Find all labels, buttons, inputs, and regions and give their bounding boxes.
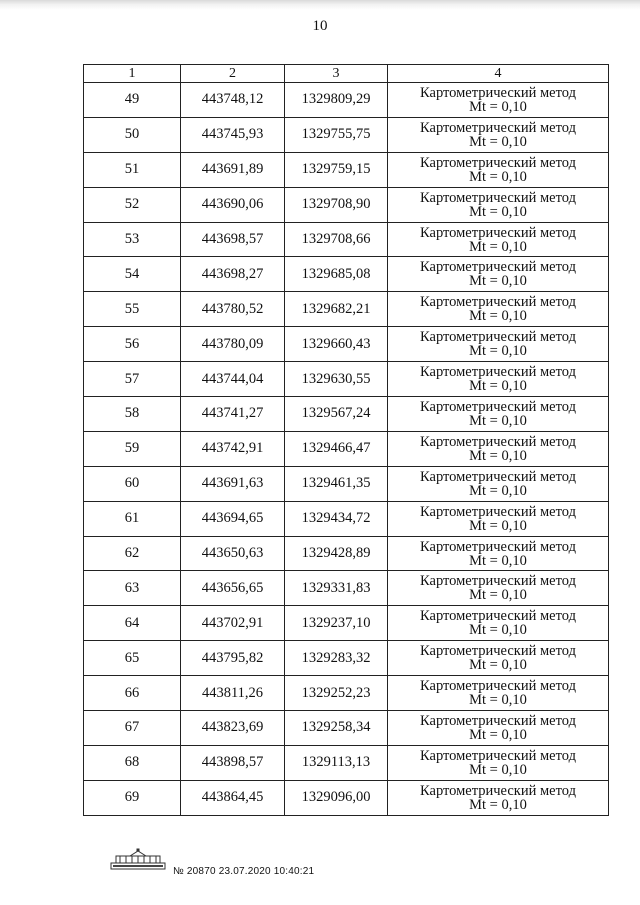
point-number-cell: 55 [84,292,181,327]
x-coordinate-cell: 443744,04 [181,362,285,397]
method-label: Картометрический метод [420,782,576,799]
method-label: Картометрический метод [420,643,576,660]
table-body [84,83,609,816]
accuracy-label: Mt = 0,10 [469,657,527,674]
accuracy-label: Mt = 0,10 [469,412,527,429]
y-coordinate-cell: 1329461,35 [285,466,388,501]
method-cell [388,676,609,711]
y-coordinate-cell: 1329283,32 [285,641,388,676]
method-label: Картометрический метод [420,189,576,206]
table-row [84,711,609,746]
point-number-cell: 60 [84,466,181,501]
point-number-cell: 49 [84,83,181,118]
table-row [84,292,609,327]
table-row [84,397,609,432]
x-coordinate-cell: 443656,65 [181,571,285,606]
table-row [84,606,609,641]
method-cell [388,641,609,676]
table-row [84,187,609,222]
y-coordinate-cell: 1329759,15 [285,152,388,187]
table-row [84,117,609,152]
point-number-cell: 69 [84,780,181,815]
y-coordinate-cell: 1329755,75 [285,117,388,152]
accuracy-label: Mt = 0,10 [469,552,527,569]
x-coordinate-cell: 443745,93 [181,117,285,152]
table-row [84,257,609,292]
point-number-cell: 56 [84,327,181,362]
point-number-cell: 63 [84,571,181,606]
accuracy-label: Mt = 0,10 [469,482,527,499]
method-cell [388,257,609,292]
method-cell [388,711,609,746]
table-row [84,222,609,257]
method-label: Картометрический метод [420,259,576,276]
method-label: Картометрический метод [420,503,576,520]
column-header: 3 [285,65,388,83]
table-row [84,536,609,571]
x-coordinate-cell: 443742,91 [181,431,285,466]
x-coordinate-cell: 443690,06 [181,187,285,222]
x-coordinate-cell: 443780,09 [181,327,285,362]
table-row [84,83,609,118]
y-coordinate-cell: 1329682,21 [285,292,388,327]
method-cell [388,83,609,118]
accuracy-label: Mt = 0,10 [469,447,527,464]
accuracy-label: Mt = 0,10 [469,761,527,778]
accuracy-label: Mt = 0,10 [469,308,527,325]
accuracy-label: Mt = 0,10 [469,378,527,395]
coordinates-table [83,64,609,816]
y-coordinate-cell: 1329113,13 [285,745,388,780]
table-row [84,431,609,466]
point-number-cell: 54 [84,257,181,292]
method-cell [388,780,609,815]
x-coordinate-cell: 443864,45 [181,780,285,815]
accuracy-label: Mt = 0,10 [469,273,527,290]
x-coordinate-cell: 443811,26 [181,676,285,711]
method-cell [388,431,609,466]
accuracy-label: Mt = 0,10 [469,517,527,534]
building-emblem-icon [110,848,166,870]
footer [110,848,166,870]
y-coordinate-cell: 1329258,34 [285,711,388,746]
y-coordinate-cell: 1329630,55 [285,362,388,397]
method-label: Картометрический метод [420,294,576,311]
scan-edge [0,0,640,10]
registration-stamp: № 20870 23.07.2020 10:40:21 [173,866,315,877]
point-number-cell: 66 [84,676,181,711]
point-number-cell: 65 [84,641,181,676]
x-coordinate-cell: 443823,69 [181,711,285,746]
point-number-cell: 67 [84,711,181,746]
page-number: 10 [312,18,328,34]
table-row [84,152,609,187]
table-row [84,780,609,815]
method-label: Картометрический метод [420,468,576,485]
y-coordinate-cell: 1329708,90 [285,187,388,222]
accuracy-label: Mt = 0,10 [469,98,527,115]
accuracy-label: Mt = 0,10 [469,133,527,150]
accuracy-label: Mt = 0,10 [469,587,527,604]
point-number-cell: 51 [84,152,181,187]
point-number-cell: 58 [84,397,181,432]
x-coordinate-cell: 443795,82 [181,641,285,676]
accuracy-label: Mt = 0,10 [469,343,527,360]
x-coordinate-cell: 443748,12 [181,83,285,118]
method-cell [388,187,609,222]
method-label: Картометрический метод [420,84,576,101]
y-coordinate-cell: 1329809,29 [285,83,388,118]
x-coordinate-cell: 443691,89 [181,152,285,187]
method-label: Картометрический метод [420,538,576,555]
y-coordinate-cell: 1329434,72 [285,501,388,536]
x-coordinate-cell: 443691,63 [181,466,285,501]
accuracy-label: Mt = 0,10 [469,692,527,709]
method-cell [388,466,609,501]
point-number-cell: 68 [84,745,181,780]
point-number-cell: 50 [84,117,181,152]
accuracy-label: Mt = 0,10 [469,203,527,220]
method-label: Картометрический метод [420,119,576,136]
y-coordinate-cell: 1329567,24 [285,397,388,432]
y-coordinate-cell: 1329331,83 [285,571,388,606]
accuracy-label: Mt = 0,10 [469,622,527,639]
method-cell [388,362,609,397]
table-row [84,676,609,711]
y-coordinate-cell: 1329428,89 [285,536,388,571]
table-row [84,327,609,362]
accuracy-label: Mt = 0,10 [469,796,527,813]
method-label: Картометрический метод [420,573,576,590]
x-coordinate-cell: 443698,27 [181,257,285,292]
table-row [84,501,609,536]
point-number-cell: 53 [84,222,181,257]
accuracy-label: Mt = 0,10 [469,238,527,255]
method-label: Картометрический метод [420,154,576,171]
method-label: Картометрический метод [420,608,576,625]
table-row [84,362,609,397]
column-header: 4 [388,65,609,83]
column-header: 2 [181,65,285,83]
method-cell [388,606,609,641]
x-coordinate-cell: 443650,63 [181,536,285,571]
method-cell [388,327,609,362]
y-coordinate-cell: 1329237,10 [285,606,388,641]
method-cell [388,117,609,152]
y-coordinate-cell: 1329685,08 [285,257,388,292]
x-coordinate-cell: 443741,27 [181,397,285,432]
point-number-cell: 64 [84,606,181,641]
x-coordinate-cell: 443898,57 [181,745,285,780]
method-cell [388,222,609,257]
x-coordinate-cell: 443780,52 [181,292,285,327]
method-cell [388,571,609,606]
point-number-cell: 52 [84,187,181,222]
x-coordinate-cell: 443702,91 [181,606,285,641]
method-cell [388,745,609,780]
y-coordinate-cell: 1329096,00 [285,780,388,815]
method-cell [388,152,609,187]
method-label: Картометрический метод [420,433,576,450]
method-cell [388,536,609,571]
y-coordinate-cell: 1329708,66 [285,222,388,257]
method-label: Картометрический метод [420,398,576,415]
y-coordinate-cell: 1329660,43 [285,327,388,362]
method-label: Картометрический метод [420,712,576,729]
method-cell [388,501,609,536]
method-label: Картометрический метод [420,678,576,695]
point-number-cell: 61 [84,501,181,536]
table-row [84,641,609,676]
point-number-cell: 62 [84,536,181,571]
x-coordinate-cell: 443694,65 [181,501,285,536]
x-coordinate-cell: 443698,57 [181,222,285,257]
table-header-row [84,65,609,83]
table-row [84,571,609,606]
column-header: 1 [84,65,181,83]
accuracy-label: Mt = 0,10 [469,726,527,743]
accuracy-label: Mt = 0,10 [469,168,527,185]
point-number-cell: 57 [84,362,181,397]
method-label: Картометрический метод [420,224,576,241]
method-label: Картометрический метод [420,329,576,346]
table-row [84,466,609,501]
method-cell [388,292,609,327]
y-coordinate-cell: 1329252,23 [285,676,388,711]
y-coordinate-cell: 1329466,47 [285,431,388,466]
method-label: Картометрический метод [420,364,576,381]
method-label: Картометрический метод [420,747,576,764]
method-cell [388,397,609,432]
point-number-cell: 59 [84,431,181,466]
table-row [84,745,609,780]
